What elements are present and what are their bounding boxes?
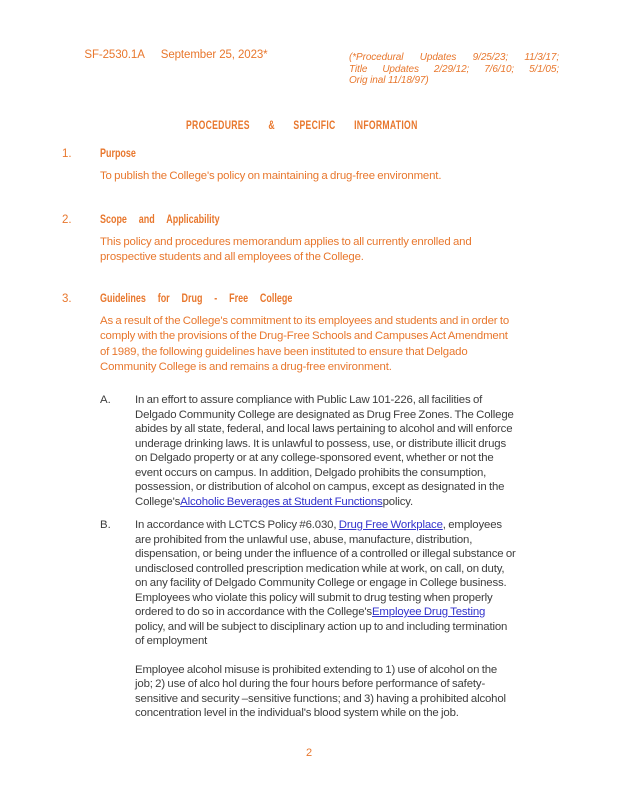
text-segment: To publish the College's policy on maintaining a drug-free environment. <box>100 170 442 182</box>
text-segment: Delgado Community College are designated as Drug Free Zones. The College <box>135 408 514 421</box>
sections <box>62 148 574 376</box>
text-line <box>135 547 588 562</box>
item-paragraphs <box>135 518 588 721</box>
item-paragraphs <box>135 393 588 509</box>
text-segment: Employees who violate this policy will submit to drug testing when properly <box>135 591 493 604</box>
section-scope-and-applicability <box>62 214 574 266</box>
item-paragraph <box>135 518 588 649</box>
item-paragraph <box>135 663 588 721</box>
item-letter: B. <box>100 519 111 531</box>
text-line <box>135 495 588 510</box>
revision-note-line: Title Updates 2/29/12; 7/6/10; 5/1/05; <box>349 63 559 75</box>
text-line <box>135 591 588 606</box>
page-title-wrap <box>186 116 508 134</box>
section-number: 2. <box>62 213 72 226</box>
text-segment: dispensation, or being under the influence of a controlled or illegal substance or <box>135 548 516 560</box>
section-guidelines <box>62 293 574 376</box>
section-number: 3. <box>62 292 72 305</box>
text-line <box>135 605 588 620</box>
item-a <box>100 393 588 509</box>
page-title: PROCEDURES & SPECIFIC INFORMATION <box>186 118 418 132</box>
item-paragraph <box>135 393 588 509</box>
text-segment: This policy and procedures memorandum applies to all currently enrolled and <box>100 235 472 248</box>
text-segment: As a result of the College's commitment to its employees and students and in order to <box>100 314 510 327</box>
text-line <box>135 677 588 692</box>
text-segment: on Delgado property or at any college-sponsored event, whether or not the <box>135 452 494 464</box>
text-line <box>100 235 574 251</box>
policy-link[interactable]: Alcoholic Beverages at Student Functions <box>180 495 383 508</box>
text-segment: Community College is and remains a drug-free environment. <box>100 361 392 373</box>
text-segment: of 1989, the following guidelines have been instituted to ensure that Delgado <box>100 345 468 358</box>
doc-reference: SF-2530.1A <box>84 49 145 61</box>
text-segment: In an effort to assure compliance with Public Law 101-226, all facilities of <box>135 394 483 406</box>
text-line <box>135 422 588 437</box>
text-segment: of employment <box>135 635 208 647</box>
section-heading: Scope and Applicability <box>100 213 220 226</box>
text-line <box>135 408 588 423</box>
item-b <box>100 518 588 721</box>
text-segment: , employees <box>442 519 502 531</box>
text-line <box>100 169 574 185</box>
text-segment: undisclosed controlled prescription medication while at work, on call, on duty, <box>135 562 505 575</box>
text-line <box>135 620 588 635</box>
text-line <box>100 345 574 361</box>
text-segment: College's <box>135 495 181 508</box>
text-line <box>100 250 574 266</box>
section-heading-row <box>62 148 574 160</box>
text-segment: job; 2) use of alco hol during the four hours before performance of safety- <box>135 678 486 690</box>
revision-note-line: (*Procedural Updates 9/25/23; 11/3/17; <box>349 52 559 63</box>
text-segment: Employee alcohol misuse is prohibited extending to 1) use of alcohol on the <box>135 663 498 676</box>
text-line <box>135 466 588 481</box>
section-number: 1. <box>62 148 72 160</box>
section-heading-row <box>62 293 574 305</box>
section-heading: Guidelines for Drug - Free College <box>100 292 293 305</box>
section-heading: Purpose <box>100 148 136 160</box>
text-line <box>135 634 588 649</box>
revision-note <box>349 52 559 87</box>
guideline-items <box>100 393 588 721</box>
section-body <box>100 235 574 266</box>
section-body <box>100 169 574 185</box>
text-line <box>135 706 588 721</box>
section-body <box>100 314 574 376</box>
text-line <box>135 576 588 591</box>
section-heading-row <box>62 214 574 226</box>
text-line <box>100 360 574 376</box>
text-segment: on any facility of Delgado Community College or engage in College business. <box>135 577 507 589</box>
text-line <box>135 692 588 707</box>
text-segment: abides by all state, federal, and local laws pertaining to alcohol and will enforce <box>135 423 513 435</box>
policy-link[interactable]: Employee Drug Testing <box>371 606 486 618</box>
item-letter: A. <box>100 394 111 406</box>
text-segment: possession, or distribution of alcohol on campus, except as designated in the <box>135 481 505 493</box>
text-line <box>135 480 588 495</box>
section-purpose <box>62 148 574 185</box>
text-line <box>100 329 574 345</box>
document-header <box>72 37 268 73</box>
text-segment: underage drinking laws. It is unlawful to possess, use, or distribute illicit drugs <box>135 437 506 450</box>
text-segment: ordered to do so in accordance with the College's <box>135 606 372 618</box>
policy-link[interactable]: Drug Free Workplace <box>338 519 443 531</box>
text-segment: policy. <box>382 495 413 508</box>
text-line <box>135 663 588 678</box>
text-line <box>135 393 588 408</box>
text-segment: In accordance with LCTCS Policy #6.030, <box>135 519 339 531</box>
text-segment: comply with the provisions of the Drug-Free Schools and Campuses Act Amendment <box>100 330 508 342</box>
text-segment: event occurs on campus. In addition, Delgado prohibits the consumption, <box>135 466 487 479</box>
text-line <box>135 562 588 577</box>
doc-date: September 25, 2023* <box>160 49 268 61</box>
text-segment: prospective students and all employees of the College. <box>100 251 364 263</box>
text-line <box>135 518 588 533</box>
text-segment: are prohibited from the unlawful use, abuse, manufacture, distribution, <box>135 533 473 546</box>
text-line <box>100 314 574 330</box>
revision-note-line: Orig inal 11/18/97) <box>349 75 429 86</box>
text-line <box>135 437 588 452</box>
text-line <box>135 533 588 548</box>
text-segment: concentration level in the individual's blood system while on the job. <box>135 707 459 719</box>
text-segment: policy, and will be subject to disciplinary action up to and including termination <box>135 620 508 633</box>
page-number: 2 <box>305 747 313 759</box>
text-line <box>135 451 588 466</box>
text-segment: sensitive and security –sensitive functions; and 3) having a prohibited alcohol <box>135 692 506 705</box>
